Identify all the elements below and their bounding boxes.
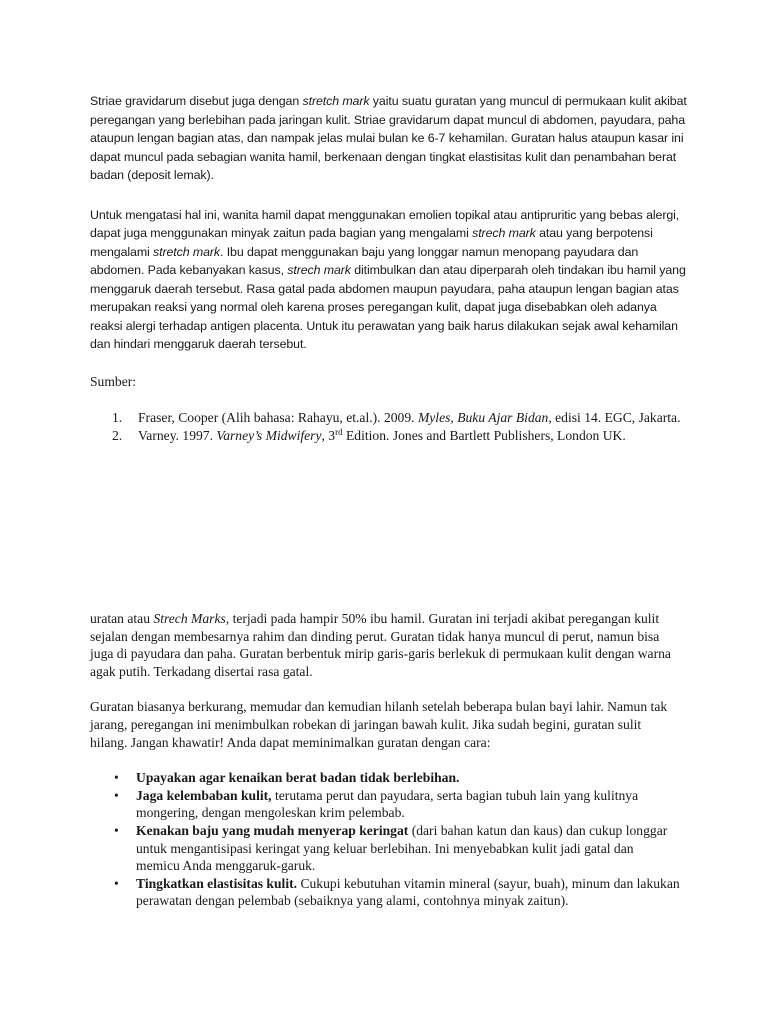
list-item (114, 769, 680, 787)
bullet-icon: • (114, 875, 119, 891)
list-item (114, 875, 680, 910)
bullet-icon: • (114, 822, 119, 838)
italic-term: strech mark (287, 263, 351, 277)
italic-term: Strech Marks (153, 611, 226, 626)
text-run: terutama perut dan payudara, serta bagian tubuh lain yang kulitnya mongering, dengan mengoleskan krim pelembab. (136, 787, 639, 821)
text-run: ditimbulkan dan atau diperparah oleh tindakan ibu hamil yang menggaruk daerah tersebut. Rasa gatal pada abdomen maupun payudara, paha ataupun lengan bagian atas merupakan reaksi yang normal oleh karena proses peregangan kulit, dapat juga disebabkan oleh adanya reaksi alergi terhadap antigen placenta. Untuk itu perawatan yang baik harus dilakukan sejak awal kehamilan dan hindari menggaruk daerah tersebut. (90, 263, 686, 351)
text-run: Striae gravidarum disebut juga dengan (90, 94, 303, 108)
bold-text: Tingkatkan elastisitas kulit. (136, 875, 298, 891)
sources-list (90, 409, 690, 444)
text-run: Untuk mengatasi hal ini, wanita hamil dapat menggunakan emolien topikal atau antipruritic yang bebas alergi, dapat juga menggunakan minyak zaitun pada bagian yang mengalami (90, 207, 680, 240)
text-run: (dari bahan katun dan kaus) dan cukup longgar untuk mengantisipasi keringat yang keluar berlebihan. Ini menyebabkan kulit jadi gatal dan memicu Anda menggaruk-garuk. (136, 822, 668, 874)
text-run: Varney. 1997. (138, 427, 217, 443)
text-run: . Ibu dapat menggunakan baju yang longgar namun menopang payudara dan abdomen. Pada kebanyakan kasus, (90, 244, 639, 277)
italic-title: Varney’s Midwifery (216, 427, 322, 443)
source-item (112, 409, 690, 427)
text-run: , terjadi pada hampir 50% ibu hamil. Guratan ini terjadi akibat peregangan kulit sejalan dengan membesarnya rahim dan dinding perut. Guratan tidak hanya muncul di perut, namun bisa juga di payudara dan paha. Guratan berbentuk mirip garis-garis berlekuk di permukaan kulit dengan warna agak putih. Terkadang disertai rasa gatal. (90, 611, 671, 679)
paragraph-treatment (90, 206, 690, 354)
bold-text: Jaga kelembaban kulit, (136, 787, 272, 803)
list-number: 1. (112, 410, 123, 426)
text-run: Edition. Jones and Bartlett Publishers, London UK. (342, 427, 626, 443)
italic-term: stretch mark (302, 94, 370, 108)
text-run: Cukupi kebutuhan vitamin mineral (sayur, buah), minum dan lakukan perawatan dengan pelembab (sebaiknya yang alami, contohnya minyak zaitun). (136, 875, 680, 909)
paragraph-guratan-intro (90, 610, 680, 680)
bold-text: Kenakan baju yang mudah menyerap keringat (136, 822, 409, 838)
sources-heading: Sumber: (90, 373, 137, 389)
text-run: yaitu suatu guratan yang muncul di permukaan kulit akibat peregangan yang berlebihan pada jaringan kulit. Striae gravidarum dapat muncul di abdomen, payudara, paha ataupun lengan bagian atas, dan nampak jelas mulai bulan ke 6-7 kehamilan. Guratan halus ataupun kasar ini dapat muncul pada sebagian wanita hamil, berkenaan dengan tingkat elastisitas kulit dan penambahan berat badan (deposit lemak). (90, 94, 687, 182)
superscript: rd (335, 426, 343, 437)
text-run: , 3 (321, 427, 336, 443)
list-item (114, 787, 680, 822)
text-run: , edisi 14. EGC, Jakarta. (548, 410, 681, 426)
text-run: Fraser, Cooper (Alih bahasa: Rahayu, et.al.). 2009. (138, 410, 418, 426)
text-run: uratan atau (90, 611, 154, 626)
list-number: 2. (112, 427, 123, 443)
document-page-top (90, 92, 690, 444)
list-item (114, 822, 680, 875)
bullet-icon: • (114, 787, 119, 803)
italic-title: Myles, Buku Ajar Bidan (417, 410, 549, 426)
paragraph-striae-definition (90, 92, 690, 185)
document-page-bottom (90, 610, 680, 910)
bullet-icon: • (114, 770, 119, 786)
text-run: atau yang berpotensi mengalami (90, 226, 653, 259)
italic-term: strech mark (472, 226, 536, 240)
source-item (112, 426, 690, 445)
italic-term: stretch mark (153, 244, 221, 259)
tips-list (90, 769, 680, 910)
paragraph-guratan-fading: Guratan biasanya berkurang, memudar dan kemudian hilanh setelah beberapa bulan bayi lahir. Namun tak jarang, peregangan ini menimbulkan robekan di jaringan bawah kulit. Jika sudah begini, guratan sulit hilang. Jangan khawatir! Anda dapat meminimalkan guratan dengan cara: (90, 699, 668, 750)
bold-text: Upayakan agar kenaikan berat badan tidak berlebihan. (136, 770, 460, 786)
